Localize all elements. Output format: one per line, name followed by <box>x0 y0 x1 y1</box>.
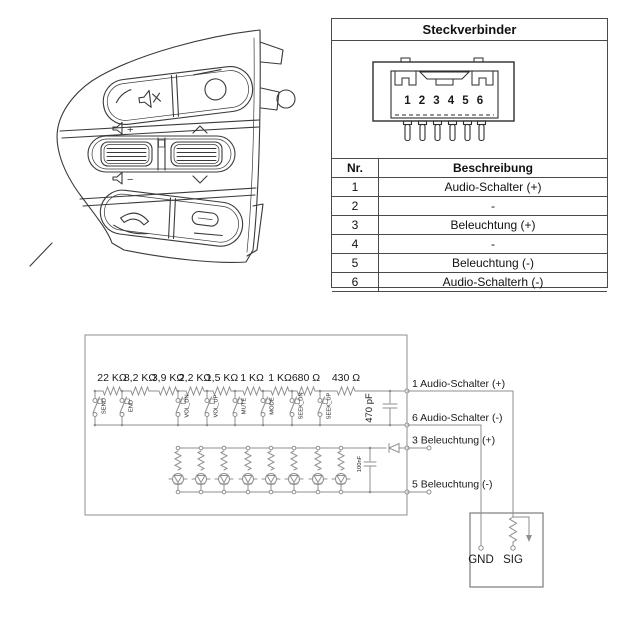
connector-panel <box>331 18 608 288</box>
terminal-circle <box>222 446 226 450</box>
terminal-circle <box>222 490 226 494</box>
led-triangle <box>267 476 275 483</box>
cell-nr: 1 <box>332 178 379 196</box>
connector-table-row <box>332 254 607 273</box>
terminal-circle <box>120 399 124 403</box>
terminal-circle <box>93 399 97 403</box>
pin-number: 5 <box>462 95 469 107</box>
terminal-label: 1 Audio-Schalter (+) <box>412 378 506 390</box>
terminal-circle <box>339 490 343 494</box>
accent-line <box>115 90 132 103</box>
resistor-label: 1 KΩ <box>268 372 292 384</box>
phone-icon <box>120 212 149 226</box>
terminal-circle <box>316 446 320 450</box>
cell-desc: Beschreibung <box>452 161 533 175</box>
button-divider <box>166 198 174 238</box>
capacitor-label: 100nF <box>357 455 363 473</box>
seek-down-icon <box>193 176 207 183</box>
volume-down-icon <box>113 173 122 185</box>
terminal-circle <box>199 490 203 494</box>
switch-label: VOL_UP <box>213 394 220 418</box>
circuit-schematic <box>80 328 623 600</box>
terminal-circle <box>261 413 265 417</box>
latch-slot <box>436 79 453 85</box>
rocker-capsule-inner <box>92 139 231 169</box>
resistor-symbol <box>103 387 121 395</box>
led-triangle <box>337 476 345 483</box>
pin-number: 3 <box>433 95 440 107</box>
terminal-circle <box>176 413 180 417</box>
terminal-circle <box>261 399 265 403</box>
led-resistor-symbol <box>338 451 344 470</box>
mount-tab <box>277 90 295 108</box>
cell-desc: - <box>491 237 495 251</box>
led-triangle <box>197 476 205 483</box>
terminal-circle <box>176 490 180 494</box>
cell-desc: - <box>491 199 495 213</box>
resistor-symbol <box>271 387 289 395</box>
mount-bracket <box>260 42 283 64</box>
volume-plus-label: + <box>127 124 134 136</box>
gnd-label: GND <box>468 554 494 566</box>
terminal-circle <box>290 413 294 417</box>
terminal-circle <box>205 399 209 403</box>
hang-up-icon-detail <box>198 218 212 220</box>
resistor-symbol <box>337 387 355 395</box>
button-divider <box>171 199 179 239</box>
switch-label: END <box>128 399 135 413</box>
signal-arrow <box>513 517 529 536</box>
cell-desc: Beleuchtung (-) <box>451 256 535 270</box>
mode-icon <box>204 78 227 101</box>
pin-number: 4 <box>447 95 455 107</box>
terminal-circle <box>339 446 343 450</box>
leader-line <box>30 243 52 266</box>
pin-number: 1 <box>404 95 411 107</box>
terminal-circle <box>316 490 320 494</box>
led-resistor-symbol <box>198 451 204 470</box>
switch-label: MUTE <box>241 397 248 415</box>
terminal-circle <box>269 490 273 494</box>
pod-inner-edge <box>247 38 254 252</box>
terminal-label: 5 Beleuchtung (-) <box>412 478 493 491</box>
led-resistor-symbol <box>315 451 321 470</box>
terminal-circle <box>233 399 237 403</box>
resistor-label: 680 Ω <box>291 372 321 384</box>
terminal-circle <box>427 490 431 494</box>
terminal-circle <box>511 546 515 550</box>
mount-hook <box>261 88 279 110</box>
capacitor-label: 470 pF <box>364 393 375 423</box>
led-resistor-symbol <box>245 451 251 470</box>
button-divider <box>173 75 181 116</box>
cell-nr: 5 <box>332 254 379 272</box>
terminal-circle <box>176 446 180 450</box>
connector-pinout-table <box>332 158 607 292</box>
resistor-label: 22 KΩ <box>97 372 127 384</box>
pin-numbers <box>404 95 483 107</box>
pin-number: 6 <box>476 95 484 107</box>
connector-table-row <box>332 216 607 235</box>
volume-rocker-pad <box>101 142 152 166</box>
switch-label: SEEK_UP <box>326 392 333 420</box>
connector-table-row <box>332 273 607 292</box>
cell-nr: 3 <box>332 216 379 234</box>
terminal-circle <box>233 413 237 417</box>
cell-nr: 2 <box>332 197 379 215</box>
terminal-circle <box>205 413 209 417</box>
connector-table-row <box>332 178 607 197</box>
connector-table-row <box>332 197 607 216</box>
resistor-label: 8,2 KΩ <box>123 372 157 384</box>
terminal-circle <box>427 446 431 450</box>
terminal-circle <box>269 446 273 450</box>
terminal-circle <box>246 446 250 450</box>
grip-ribs <box>107 149 146 161</box>
led-resistor-symbol <box>291 451 297 470</box>
resistor-label: 2,2 KΩ <box>178 372 212 384</box>
terminal-circle <box>318 413 322 417</box>
sig-label: SIG <box>503 554 523 566</box>
pin-number: 2 <box>418 95 426 107</box>
lower-button-capsule-inner <box>102 192 240 244</box>
terminal-circle <box>479 546 483 550</box>
cell-desc: Beleuchtung (+) <box>450 218 536 232</box>
connector-pins <box>404 121 486 141</box>
seek-rocker-pad <box>171 142 222 166</box>
terminal-circle <box>120 413 124 417</box>
terminal-circle <box>292 446 296 450</box>
resistor-symbol <box>243 387 261 395</box>
resistor-label: 430 Ω <box>331 372 361 384</box>
cell-nr: Nr. <box>332 159 379 177</box>
led-resistor-symbol <box>221 451 227 470</box>
terminal-circle <box>318 399 322 403</box>
rocker-divider-cap <box>159 140 165 147</box>
terminal-circle <box>93 413 97 417</box>
diode-symbol <box>389 444 399 453</box>
connector-drawing <box>332 41 607 153</box>
cell-desc: Audio-Schalterh (-) <box>442 275 544 289</box>
led-triangle <box>174 476 182 483</box>
led-resistor-symbol <box>268 451 274 470</box>
connector-table-header <box>332 159 607 178</box>
mute-icon <box>138 89 161 108</box>
grip-ribs <box>177 149 216 161</box>
switch-label: VOL_DN <box>184 394 191 418</box>
steering-wheel-control-drawing <box>25 12 320 297</box>
signal-arrowhead <box>526 535 532 542</box>
volume-minus-label: − <box>127 174 134 186</box>
resistor-symbol <box>159 387 177 395</box>
schematic-labels <box>97 372 523 566</box>
rocker-capsule <box>88 136 235 172</box>
resistor-label: 1,5 KΩ <box>205 372 239 384</box>
accent-line <box>194 232 222 236</box>
keying-teeth-left <box>395 71 416 85</box>
led-triangle <box>244 476 252 483</box>
led-triangle <box>290 476 298 483</box>
terminal-circle <box>290 399 294 403</box>
resistor-symbol <box>131 387 149 395</box>
connector-panel-title: Steckverbinder <box>332 19 607 41</box>
cell-nr: 6 <box>332 273 379 291</box>
switch-label: SEEK_DN <box>298 392 305 420</box>
switch-label: MODE <box>269 397 276 415</box>
keying-teeth-right <box>472 71 493 85</box>
pullup-resistor-symbol <box>510 517 517 542</box>
terminal-circle <box>176 399 180 403</box>
terminal-circle <box>292 490 296 494</box>
cell-nr: 4 <box>332 235 379 253</box>
latch <box>420 72 469 79</box>
terminal-circle <box>199 446 203 450</box>
led-resistor-symbol <box>175 451 181 470</box>
resistor-label: 3,9 KΩ <box>151 372 185 384</box>
resistor-symbol <box>213 387 231 395</box>
resistor-label: 1 KΩ <box>240 372 264 384</box>
seam-line <box>60 120 259 131</box>
connector-table-row <box>332 235 607 254</box>
switch-label: SEND <box>101 397 108 415</box>
led-triangle <box>314 476 322 483</box>
cell-desc: Audio-Schalter (+) <box>444 180 542 194</box>
resistor-symbol <box>186 387 204 395</box>
terminal-label: 6 Audio-Schalter (-) <box>412 412 503 424</box>
terminal-label: 3 Beleuchtung (+) <box>412 434 496 447</box>
button-divider <box>168 76 176 117</box>
terminal-circle <box>246 490 250 494</box>
led-triangle <box>220 476 228 483</box>
